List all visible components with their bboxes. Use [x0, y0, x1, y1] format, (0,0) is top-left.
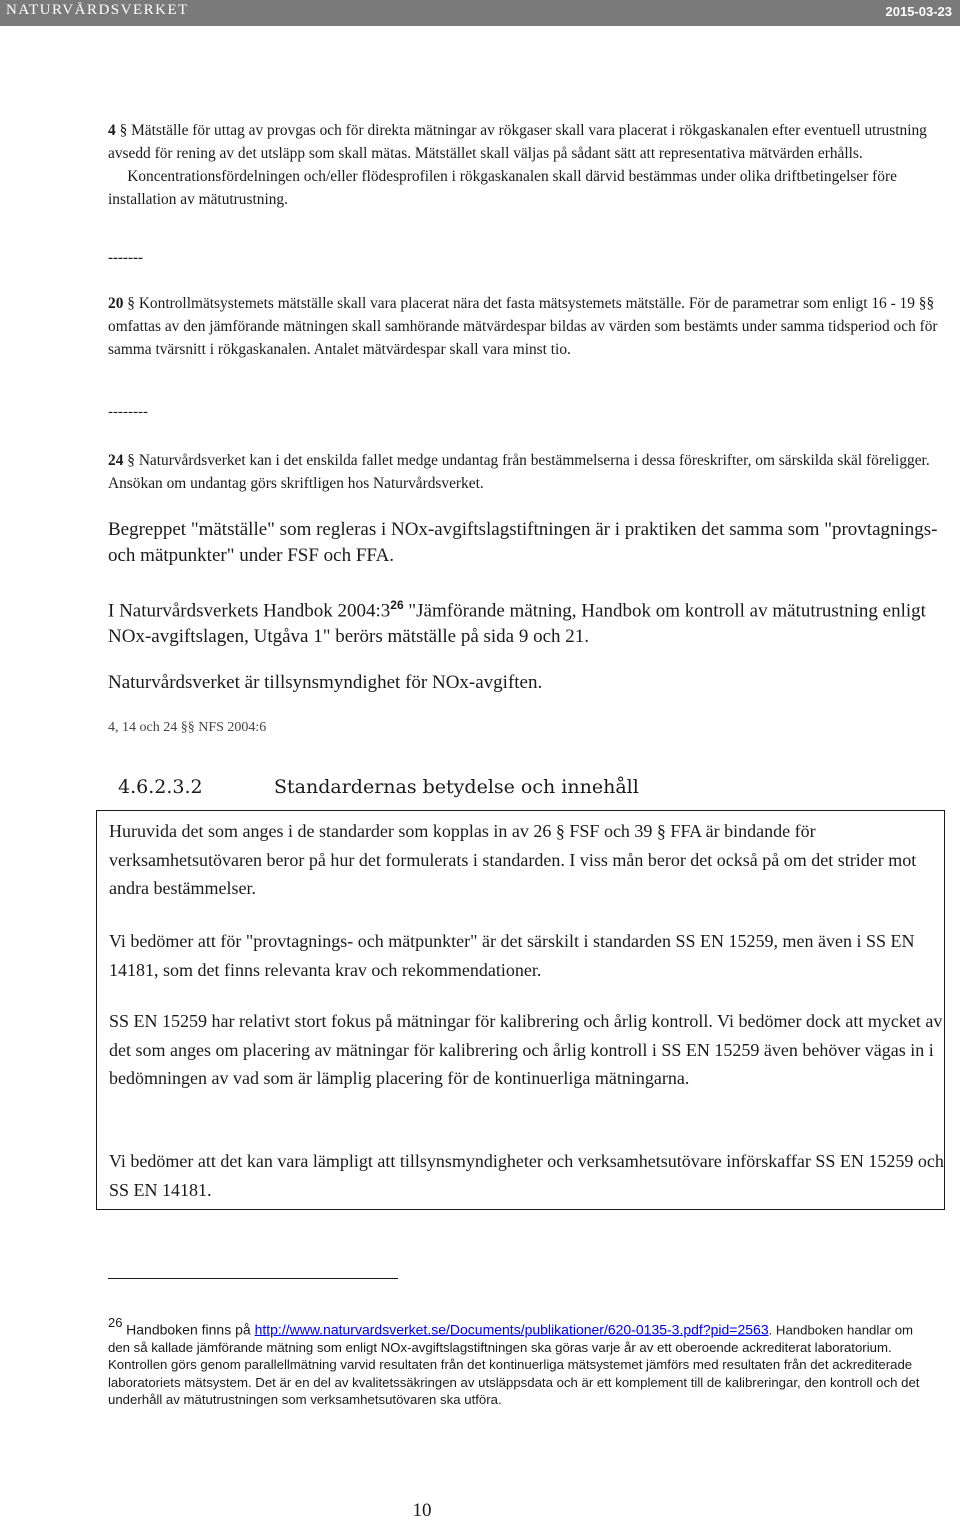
section-heading-number: 4.6.2.3.2	[118, 776, 203, 798]
quote-paragraph-20	[108, 292, 938, 361]
section-symbol: §	[127, 452, 135, 469]
section-number: 4	[108, 122, 116, 139]
footnote	[108, 1316, 938, 1409]
footnote-text: . Handboken handlar om den så kallade jämförande mätning som enligt NOx-avgiftslagstiftningen ska göras varje år av ett oberoende ackrediterat laboratorium. Kontrollen görs genom parallellmätning varvid resultaten från det kontinuerliga mätsystemet jämförs med resultaten från det ackrediterade laboratoriets mätsystem. Det är en del av kvalitetssäkringen av utsläppsdata och är ett komplement till de kalibreringar, den kontroll och det underhåll av mätutrustningen som verksamhetsutövaren ska utföra.	[108, 1322, 920, 1408]
quote-paragraph-4	[108, 119, 938, 211]
section-heading-title: Standardernas betydelse och innehåll	[274, 776, 639, 798]
box-paragraph-4: Vi bedömer att det kan vara lämpligt att tillsynsmyndigheter och verksamhetsutövare införskaffar SS EN 15259 och SS EN 14181.	[109, 1151, 944, 1200]
page-header	[0, 0, 960, 26]
quote-text: Kontrollmätsystemets mätställe skall vara placerat nära det fasta mätsystemets mätställe. För de parametrar som enligt 16 - 19 §§ omfattas av den jämförande mätningen skall samhörande mätvärdespar bildas av värden som bestämts under samma tidsperiod och för samma tvärsnitt i rökgaskanalen. Antalet mätvärdespar skall vara minst tio.	[108, 295, 938, 358]
body-paragraph-3: Naturvårdsverket är tillsynsmyndighet för NOx-avgiften.	[108, 672, 543, 693]
separator-line: -------	[108, 250, 143, 266]
quote-paragraph-24	[108, 449, 938, 495]
footnote-marker: 26	[390, 598, 404, 612]
box-paragraph-2: Vi bedömer att för "provtagnings- och mätpunkter" är det särskilt i standarden SS EN 15259, men även i SS EN 14181, som det finns relevanta krav och rekommendationer.	[109, 931, 915, 980]
section-symbol: §	[119, 122, 128, 139]
body-paragraph-2	[108, 592, 938, 650]
box-paragraph-3: SS EN 15259 har relativt stort fokus på mätningar för kalibrering och årlig kontroll. Vi bedömer dock att mycket av det som anges om placering av mätningar för kalibrering och årlig kontroll i SS EN 15259 även behöver vägas in i bedömningen av vad som är lämplig placering för de kontinuerliga mätningarna.	[109, 1011, 943, 1088]
quote-text: Naturvårdsverket kan i det enskilda fallet medge undantag från bestämmelserna i dessa föreskrifter, om särskilda skäl föreligger. Ansökan om undantag görs skriftligen hos Naturvårdsverket.	[108, 452, 930, 492]
footnote-lead: Handboken finns på	[126, 1321, 255, 1338]
section-number: 24	[108, 452, 124, 469]
separator-line: --------	[108, 404, 148, 420]
legal-reference: 4, 14 och 24 §§ NFS 2004:6	[108, 720, 267, 735]
organization-name: NATURVÅRDSVERKET	[6, 2, 189, 18]
section-heading	[118, 776, 639, 798]
section-symbol: §	[127, 295, 135, 312]
footnote-number: 26	[108, 1315, 123, 1330]
quote-text: Koncentrationsfördelningen och/eller flödesprofilen i rökgaskanalen skall därvid bestämmas under olika driftbetingelser före installation av mätutrustning.	[108, 168, 897, 208]
body-paragraph-1: Begreppet "mätställe" som regleras i NOx-avgiftslagstiftningen är i praktiken det samma som "provtagnings- och mätpunkter" under FSF och FFA.	[108, 519, 938, 566]
section-number: 20	[108, 295, 124, 312]
assessment-box	[96, 810, 945, 1210]
box-paragraph-1: Huruvida det som anges i de standarder som kopplas in av 26 § FSF och 39 § FFA är bindande för verksamhetsutövaren beror på hur det formulerats i standarden. I viss mån beror det också på om det strider mot andra bestämmelser.	[109, 821, 917, 898]
body-text: "Jämförande mätning, Handbok om kontroll av mätutrustning enligt NOx-avgiftslagen, Utgåva 1" berörs mätställe på sida 9 och 21.	[108, 600, 926, 648]
handbook-link[interactable]: http://www.naturvardsverket.se/Documents/publikationer/620-0135-3.pdf?pid=2563	[254, 1321, 769, 1338]
footnote-divider	[108, 1278, 398, 1279]
page-number: 10	[412, 1500, 432, 1521]
quote-text: Mätställe för uttag av provgas och för direkta mätningar av rökgaser skall vara placerat i rökgaskanalen efter eventuell utrustning avsedd för rening av det utsläpp som skall mätas. Mätstället skall väljas på sådant sätt att representativa mätvärden erhålls.	[108, 122, 927, 162]
document-date: 2015-03-23	[885, 4, 952, 19]
body-text: I Naturvårdsverkets Handbok 2004:3	[108, 600, 391, 622]
